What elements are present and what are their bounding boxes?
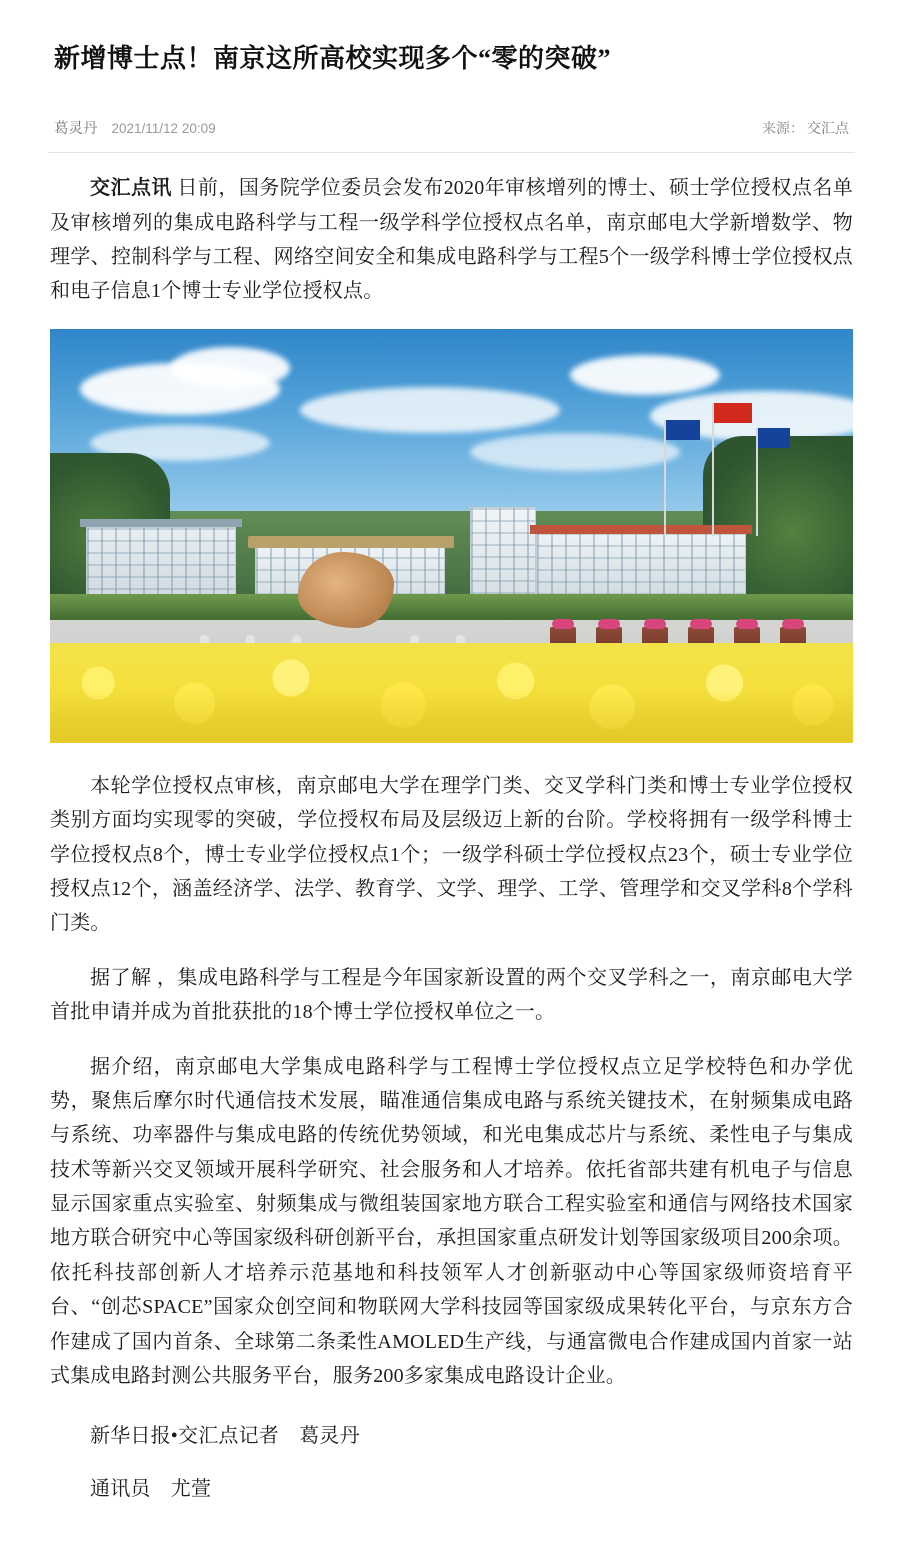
article-figure	[50, 329, 853, 743]
paragraph-1-text: 日前，国务院学位委员会发布2020年审核增列的博士、硕士学位授权点名单及审核增列的集成电路科学与工程一级学科学位授权点名单，南京邮电大学新增数学、物理学、控制科学与工程、网络空间安全和集成电路科学与工程5个一级学科博士学位授权点和电子信息1个博士专业学位授权点。	[50, 177, 854, 303]
cloud-shape	[300, 387, 560, 433]
hedge-row	[50, 594, 853, 620]
flag-blue	[758, 428, 790, 448]
article-author: 葛灵丹	[54, 121, 98, 138]
meta-left-group	[54, 117, 216, 138]
source-name[interactable]: 交汇点	[807, 120, 849, 137]
article-meta	[48, 95, 855, 153]
paragraph-1	[50, 171, 853, 309]
article-datetime: 2021/11/12 20:09	[111, 121, 216, 137]
campus-photo	[50, 329, 853, 743]
cloud-shape	[470, 433, 680, 471]
flower-foreground-blur	[50, 693, 853, 743]
cloud-shape	[170, 347, 290, 389]
building-left-roof	[80, 519, 242, 527]
meta-source-group	[762, 118, 849, 138]
signature-line-reporter: 新华日报•交汇点记者 葛灵丹	[90, 1425, 360, 1448]
paragraph-2: 本轮学位授权点审核，南京邮电大学在理学门类、交叉学科门类和博士专业学位授权类别方面均实现零的突破，学位授权布局及层级迈上新的台阶。学校将拥有一级学科博士学位授权点8个，博士专业学位授权点1个；一级学科硕士学位授权点23个，硕士专业学位授权点12个，涵盖经济学、法学、教育学、文学、理学、工学、管理学和交叉学科8个学科门类。	[50, 774, 853, 935]
cloud-shape	[570, 355, 720, 395]
signature-block	[50, 1413, 853, 1506]
article-page	[0, 17, 903, 1554]
page-title: 新增博士点！南京这所高校实现多个“零的突破”	[54, 44, 612, 74]
source-label: 来源：	[762, 120, 804, 137]
flag-blue	[666, 420, 700, 440]
campus-stone	[298, 552, 394, 628]
flag-national	[714, 403, 752, 423]
paragraph-4: 据介绍，南京邮电大学集成电路科学与工程博士学位授权点立足学校特色和办学优势，聚焦后摩尔时代通信技术发展，瞄准通信集成电路与系统关键技术，在射频集成电路与系统、功率器件与集成电路的传统优势领域，和光电集成芯片与系统、柔性电子与集成技术等新兴交叉领域开展科学研究、社会服务和人才培养。依托省部共建有机电子与信息显示国家重点实验室、射频集成与微组装国家地方联合工程实验室和通信与网络技术国家地方联合研究中心等国家级科研创新平台，承担国家重点研发计划等国家级项目200余项。依托科技部创新人才培养示范基地和科技领军人才创新驱动中心等国家级师资培育平台、“创芯SPACE”国家众创空间和物联网大学科技园等国家级成果转化平台，与京东方合作建成了国内首条、全球第二条柔性AMOLED生产线，与通富微电合作建成国内首家一站式集成电路封测公共服务平台，服务200多家集成电路设计企业。	[50, 1055, 853, 1388]
signature-line-correspondent: 通讯员 尤萱	[90, 1477, 212, 1500]
building-main-roof	[530, 525, 752, 534]
paragraph-3: 据了解 ，集成电路科学与工程是今年国家新设置的两个交叉学科之一，南京邮电大学首批申请并成为首批获批的18个博士学位授权单位之一。	[50, 966, 853, 1024]
gate-roof	[248, 536, 454, 548]
lead-label: 交汇点讯	[90, 177, 172, 200]
article-body	[48, 153, 855, 1554]
